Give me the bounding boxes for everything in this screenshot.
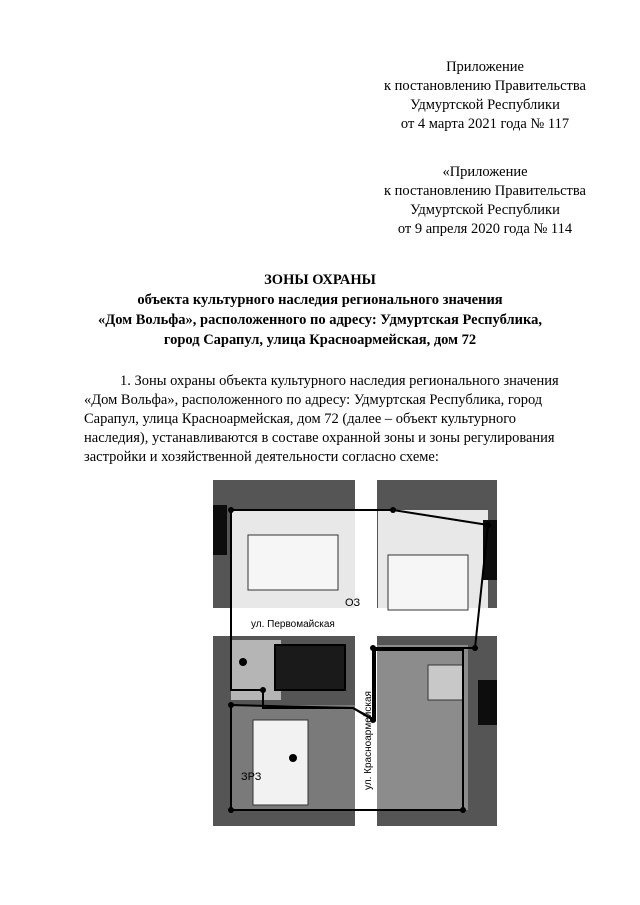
paragraph-line: застройки и хозяйственной деятельности согласно схеме:	[84, 449, 439, 465]
appendix-title: Приложение	[446, 59, 524, 75]
heading-title: ЗОНЫ ОХРАНЫ	[264, 272, 376, 288]
heritage-building	[275, 645, 345, 690]
heading-line: объекта культурного наследия регионального значения	[137, 292, 503, 308]
street-label-krasnoarmeyskaya: ул. Красноармейская	[363, 691, 374, 790]
boundary-point	[370, 645, 376, 651]
heading-line: «Дом Вольфа», расположенного по адресу: Удмуртская Республика,	[98, 312, 542, 328]
boundary-point	[260, 687, 266, 693]
appendix-title: «Приложение	[442, 164, 528, 180]
boundary-point	[472, 645, 478, 651]
paragraph-line: наследия), устанавливаются в составе охранной зоны и зоны регулирования	[84, 430, 555, 446]
boundary-point	[460, 807, 466, 813]
body-paragraph	[84, 372, 600, 467]
boundary-point	[228, 807, 234, 813]
boundary-point	[390, 507, 396, 513]
building	[478, 680, 497, 725]
appendix-date-line: от 4 марта 2021 года № 117	[400, 116, 570, 132]
building	[253, 720, 308, 805]
boundary-point	[485, 522, 491, 528]
heading-line: город Сарапул, улица Красноармейская, дом 72	[163, 332, 477, 348]
building	[213, 505, 227, 555]
boundary-point	[239, 658, 247, 666]
zone-label-zrz: ЗРЗ	[241, 771, 262, 783]
protection-zones-scheme	[213, 480, 497, 826]
building	[248, 535, 338, 590]
zone-label-oz: ОЗ	[345, 597, 361, 609]
appendix-resolution-line: к постановлению Правительства	[384, 183, 586, 199]
paragraph-line: «Дом Вольфа», расположенного по адресу: Удмуртская Республика, город	[84, 392, 543, 408]
boundary-point	[228, 507, 234, 513]
boundary-point	[228, 702, 234, 708]
building	[388, 555, 468, 610]
appendix-republic-line: Удмуртской Республики	[410, 97, 560, 113]
paragraph-line: 1. Зоны охраны объекта культурного наследия регионального значения	[120, 373, 559, 389]
building	[428, 665, 463, 700]
appendix-header-current	[330, 58, 640, 134]
street-label-pervomayskaya: ул. Первомайская	[251, 619, 335, 630]
appendix-republic-line: Удмуртской Республики	[410, 202, 560, 218]
document-heading	[0, 270, 640, 350]
appendix-date-line: от 9 апреля 2020 года № 114	[397, 221, 573, 237]
appendix-resolution-line: к постановлению Правительства	[384, 78, 586, 94]
appendix-header-original	[330, 163, 640, 239]
paragraph-line: Сарапул, улица Красноармейская, дом 72 (далее – объект культурного	[84, 411, 517, 427]
boundary-point	[289, 754, 297, 762]
